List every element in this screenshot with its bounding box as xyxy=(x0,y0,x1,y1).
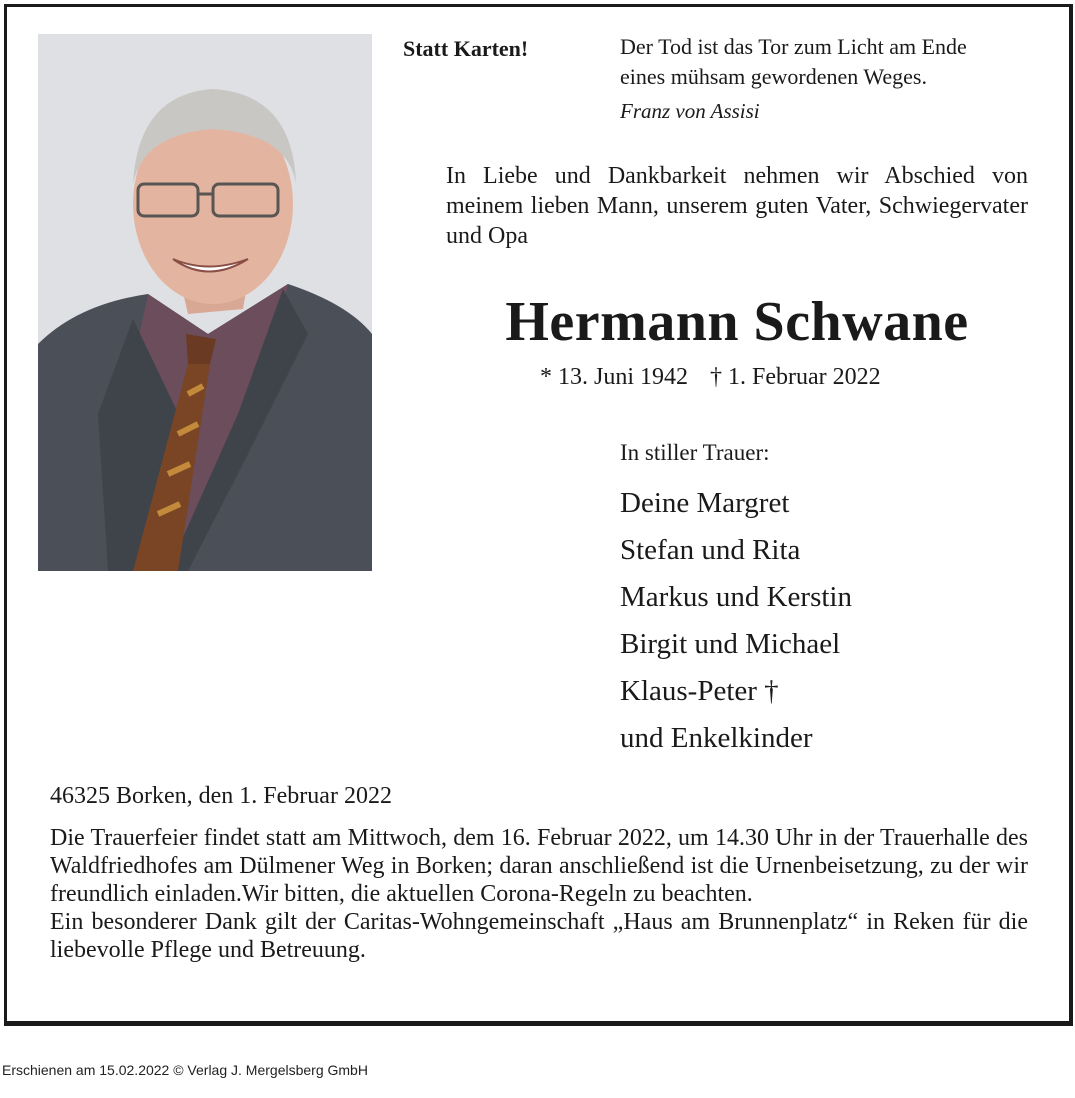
list-item: Birgit und Michael xyxy=(620,628,841,660)
thanks-text: Ein besonderer Dank gilt der Caritas-Wohngemeinschaft „Haus am Brunnenplatz“ in Reken für die liebevolle Pflege und Betreuung. xyxy=(50,909,1028,963)
life-dates xyxy=(540,364,881,391)
ceremony-details xyxy=(50,824,1028,964)
quote xyxy=(620,32,1040,92)
quote-author: Franz von Assisi xyxy=(620,99,760,123)
statt-karten-heading: Statt Karten! xyxy=(403,36,529,61)
quote-line-2: eines mühsam gewordenen Weges. xyxy=(620,64,927,89)
mourners-list xyxy=(620,480,852,762)
deceased-name: Hermann Schwane xyxy=(505,291,969,353)
list-item: und Enkelkinder xyxy=(620,722,813,754)
place-date: 46325 Borken, den 1. Februar 2022 xyxy=(50,783,392,809)
intro-text: In Liebe und Dankbarkeit nehmen wir Abschied von meinem lieben Mann, unserem guten Vater, Schwiegervater und Opa xyxy=(446,163,1028,249)
publication-footer: Erschienen am 15.02.2022 © Verlag J. Mergelsberg GmbH xyxy=(2,1062,368,1078)
mourning-label: In stiller Trauer: xyxy=(620,440,770,465)
death-date: † 1. Februar 2022 xyxy=(710,364,881,390)
list-item: Klaus-Peter † xyxy=(620,675,779,707)
list-item: Markus und Kerstin xyxy=(620,581,852,613)
list-item: Deine Margret xyxy=(620,487,790,519)
quote-line-1: Der Tod ist das Tor zum Licht am Ende xyxy=(620,34,967,59)
portrait-photo xyxy=(38,34,372,571)
ceremony-text: Die Trauerfeier findet statt am Mittwoch, dem 16. Februar 2022, um 14.30 Uhr in der Trauerhalle des Waldfriedhofes am Dülmener Weg in Borken; daran anschließend ist die Urnenbeisetzung, zu der wir freundlich einladen.Wir bitten, die aktuellen Corona-Regeln zu beachten. xyxy=(50,825,1028,907)
birth-date: * 13. Juni 1942 xyxy=(540,364,689,390)
list-item: Stefan und Rita xyxy=(620,534,801,566)
portrait-photo-icon xyxy=(38,34,372,571)
